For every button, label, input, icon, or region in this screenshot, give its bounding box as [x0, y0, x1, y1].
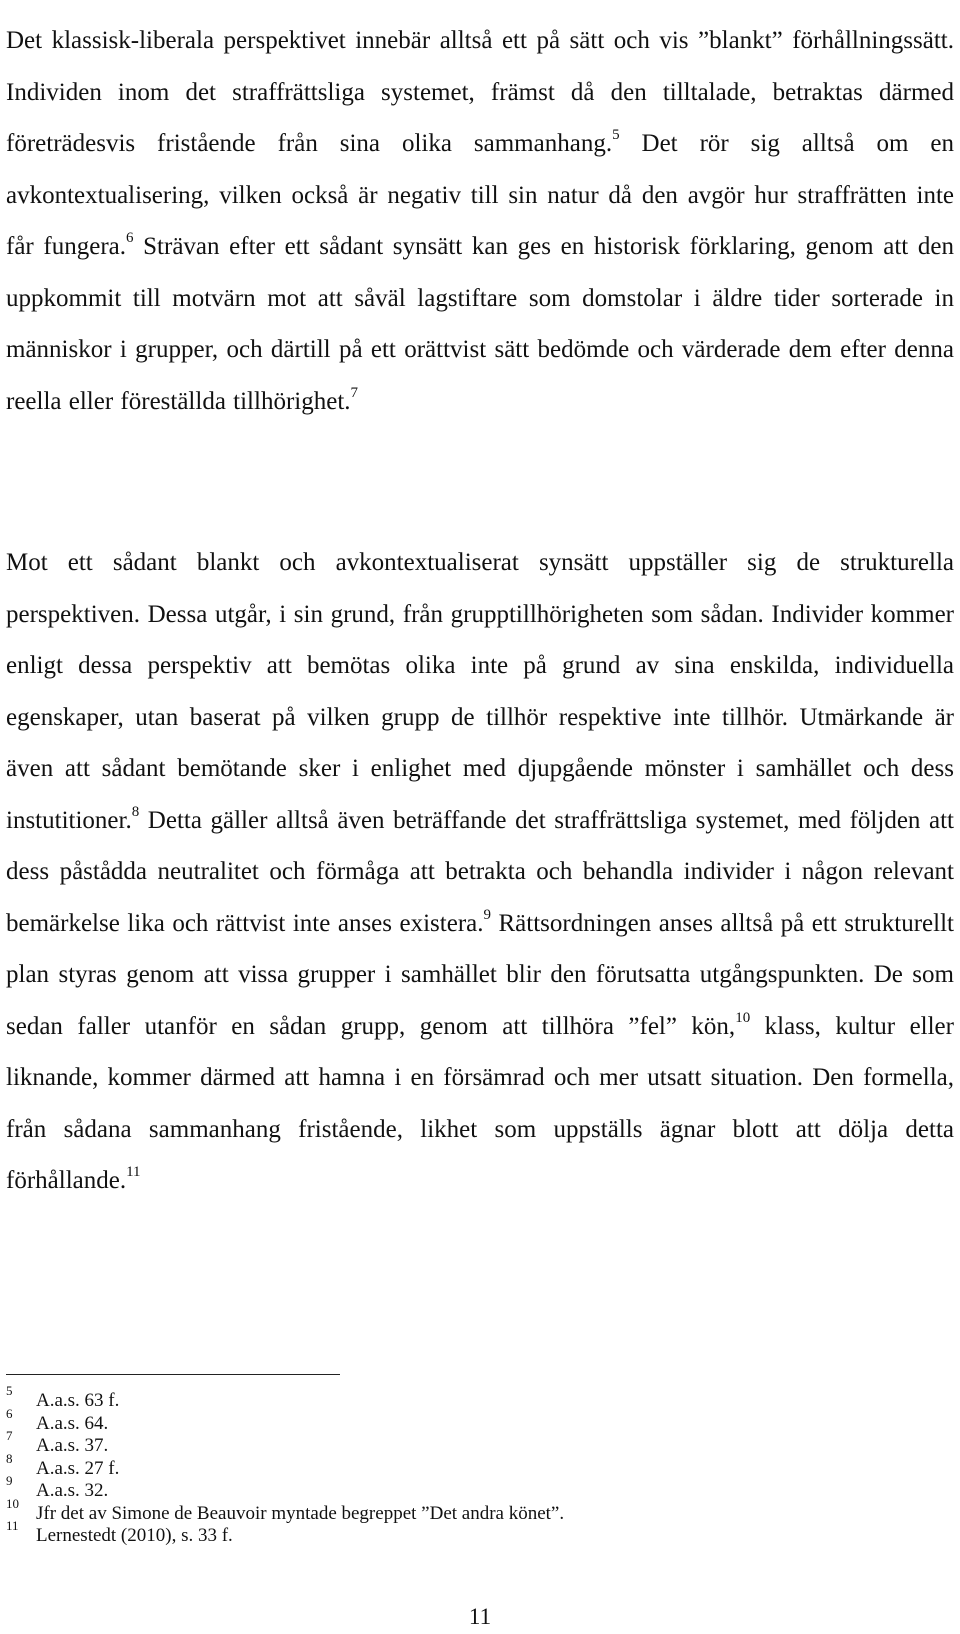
footnote-number: 10: [6, 1495, 19, 1511]
footnote-separator: [6, 1374, 340, 1375]
footnote-text: A.a.s. 64.: [36, 1412, 109, 1434]
footnote-ref-8[interactable]: 8: [131, 803, 140, 820]
footnote-number: 5: [6, 1383, 13, 1398]
footnote-ref-7[interactable]: 7: [350, 384, 359, 401]
paragraph-text: Rättsordningen anses alltså på ett strukturellt plan styras genom att vissa grupper i samhället blir den förutsatta utgångspunkten. De som sedan faller utanför en sådan grupp, genom att tillhöra ”fel” kön,: [6, 909, 954, 1040]
footnote-ref-5[interactable]: 5: [612, 127, 620, 143]
paragraph-text: Mot ett sådant blankt och avkontextualiserat synsätt uppställer sig de strukturella perspektiven. Dessa utgår, i sin grund, från grupptillhörigheten som sådan. Individer kommer enligt dessa perspektiv att bemötas olika inte på grund av sina enskilda, individuella egenskaper, utan baserat på vilken grupp de tillhör respektive inte tillhör. Utmärkande är även att sådant bemötande sker i enlighet med djupgående mönster i samhället och dess instutitioner.: [6, 549, 954, 834]
paragraph-text: Det rör sig alltså om en avkontextualisering, vilken också är negativ till sin natur då den avgör hur straffrätten inte får fungera.: [6, 130, 954, 260]
paragraph-text: Strävan efter ett sådant synsätt kan ges en historisk förklaring, genom att den uppkommit till motvärn mot att såväl lagstiftare som domstolar i äldre tider sorterade in människor i grupper, och därtill på ett orättvist sätt bedömde och värderade dem efter denna reella eller föreställda tillhörighet.: [6, 233, 954, 415]
footnote-number: 7: [6, 1428, 13, 1443]
footnote-number: 9: [6, 1473, 13, 1488]
footnote-item: [6, 1383, 946, 1411]
footnote-number: 6: [6, 1405, 13, 1421]
footnote-text: A.a.s. 27 f.: [36, 1457, 120, 1479]
footnote-ref-10[interactable]: 10: [735, 1009, 751, 1026]
footnote-item: [6, 1518, 946, 1546]
footnote-ref-11[interactable]: 11: [126, 1164, 141, 1180]
body-paragraph-1: [6, 15, 954, 427]
footnote-text: A.a.s. 32.: [36, 1480, 109, 1501]
footnote-text: Lernestedt (2010), s. 33 f.: [36, 1525, 233, 1546]
footnote-number: 8: [6, 1450, 13, 1466]
footnote-item: [6, 1450, 946, 1479]
footnote-ref-6[interactable]: 6: [126, 230, 134, 246]
footnote-item: [6, 1428, 946, 1456]
footnote-item: [6, 1473, 946, 1501]
footnote-text: A.a.s. 37.: [36, 1435, 109, 1456]
footnote-number: 11: [6, 1518, 19, 1533]
footnote-item: [6, 1495, 946, 1524]
paragraph-text: Detta gäller alltså även beträffande det straffrättsliga systemet, med följden att dess påstådda neutralitet och förmåga att betrakta och behandla individer i någon relevant bemärkelse lika och rättvist inte anses existera.: [6, 806, 954, 937]
page-number: 11: [468, 1604, 492, 1629]
footnote-text: Jfr det av Simone de Beauvoir myntade begreppet ”Det andra könet”.: [36, 1502, 565, 1524]
paragraph-text: klass, kultur eller liknande, kommer därmed att hamna i en försämrad och mer utsatt situation. Den formella, från sådana sammanhang fristående, likhet som uppställs ägnar blott att dölja detta förhållande.: [6, 1012, 954, 1194]
footnotes-list: [6, 1383, 946, 1546]
body-paragraph-2: [6, 537, 954, 1207]
paragraph-text: Det klassisk-liberala perspektivet innebär alltså ett på sätt och vis ”blankt” förhållningssätt. Individen inom det straffrättsliga systemet, främst då den tilltalade, betraktas därmed företrädesvis fristående från sina olika sammanhang.: [6, 27, 954, 157]
footnote-ref-9[interactable]: 9: [483, 906, 491, 923]
footnote-text: A.a.s. 63 f.: [36, 1390, 120, 1411]
footnote-item: [6, 1405, 946, 1434]
